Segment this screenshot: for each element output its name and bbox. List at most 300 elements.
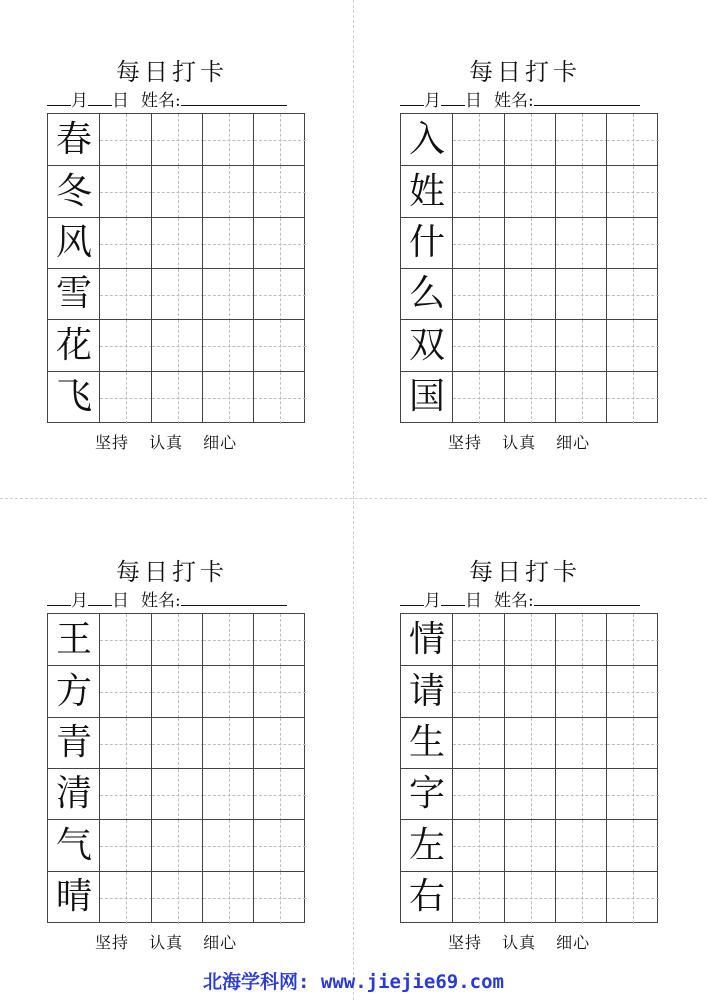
model-character: 生	[408, 722, 445, 764]
guide-line-horizontal	[152, 692, 204, 693]
guide-line-horizontal	[254, 398, 306, 399]
guide-line-horizontal	[607, 244, 659, 245]
day-blank[interactable]	[441, 90, 465, 106]
guide-line-horizontal	[254, 295, 306, 296]
model-char-cell	[401, 165, 453, 217]
practice-cell[interactable]	[99, 768, 151, 820]
guide-line-horizontal	[453, 692, 505, 693]
practice-cell[interactable]	[555, 614, 607, 666]
practice-cell[interactable]	[606, 165, 658, 217]
grid-row	[48, 871, 304, 923]
practice-cell[interactable]	[253, 768, 305, 820]
practice-cell[interactable]	[504, 114, 556, 166]
practice-cell[interactable]	[99, 871, 151, 923]
card-title: 每日打卡	[469, 558, 581, 586]
guide-line-horizontal	[100, 192, 152, 193]
model-char-cell	[401, 319, 453, 371]
guide-line-horizontal	[556, 398, 608, 399]
grid-row	[401, 319, 657, 371]
model-char-cell	[48, 768, 100, 820]
practice-cell[interactable]	[606, 665, 658, 717]
day-blank[interactable]	[88, 90, 112, 106]
day-label: 日	[465, 591, 482, 611]
grid-row	[401, 114, 657, 166]
practice-cell[interactable]	[606, 768, 658, 820]
practice-cell[interactable]	[151, 268, 203, 320]
model-character: 入	[408, 119, 445, 160]
practice-cell[interactable]	[504, 614, 556, 666]
practice-cell[interactable]	[253, 871, 305, 923]
name-blank[interactable]	[181, 590, 287, 606]
guide-line-horizontal	[556, 898, 608, 899]
practice-cell[interactable]	[253, 819, 305, 871]
month-blank[interactable]	[400, 90, 424, 106]
practice-cell[interactable]	[253, 268, 305, 320]
guide-line-horizontal	[556, 192, 608, 193]
guide-line-horizontal	[607, 692, 659, 693]
guide-line-horizontal	[152, 898, 204, 899]
name-label: 姓名:	[494, 591, 534, 611]
practice-cell[interactable]	[555, 665, 607, 717]
practice-cell[interactable]	[253, 717, 305, 769]
practice-cell[interactable]	[151, 768, 203, 820]
grid-row	[48, 819, 304, 871]
practice-cell[interactable]	[202, 614, 254, 666]
practice-cell[interactable]	[151, 665, 203, 717]
guide-line-horizontal	[607, 846, 659, 847]
model-character: 风	[55, 222, 92, 264]
grid-row	[401, 819, 657, 871]
practice-cell[interactable]	[151, 217, 203, 269]
guide-line-horizontal	[100, 692, 152, 693]
grid-row	[48, 768, 304, 820]
guide-line-horizontal	[453, 795, 505, 796]
month-label: 月	[71, 91, 88, 111]
practice-cell[interactable]	[504, 268, 556, 320]
model-character: 左	[408, 824, 445, 866]
date-name-line	[47, 86, 317, 111]
practice-cell[interactable]	[99, 319, 151, 371]
model-char-cell	[401, 268, 453, 320]
model-char-cell	[48, 165, 100, 217]
practice-cell[interactable]	[202, 768, 254, 820]
grid-row	[401, 614, 657, 666]
name-label: 姓名:	[494, 91, 534, 111]
guide-line-horizontal	[607, 192, 659, 193]
guide-line-horizontal	[556, 744, 608, 745]
guide-line-horizontal	[100, 744, 152, 745]
practice-cell[interactable]	[504, 768, 556, 820]
guide-line-horizontal	[100, 398, 152, 399]
model-char-cell	[48, 871, 100, 923]
model-character: 冬	[55, 170, 92, 212]
day-label: 日	[465, 91, 482, 111]
site-footer[interactable]: 北海学科网: www.jiejie69.com	[203, 971, 504, 993]
practice-cell[interactable]	[202, 717, 254, 769]
writing-grid	[400, 113, 658, 423]
practice-card-4	[400, 552, 670, 952]
model-character: 情	[408, 619, 445, 660]
practice-cell[interactable]	[202, 114, 254, 166]
guide-line-horizontal	[100, 640, 152, 641]
guide-line-horizontal	[254, 795, 306, 796]
guide-line-horizontal	[453, 640, 505, 641]
guide-line-horizontal	[152, 744, 204, 745]
practice-cell[interactable]	[504, 319, 556, 371]
guide-line-horizontal	[505, 346, 557, 347]
date-name-line	[400, 586, 670, 611]
guide-line-horizontal	[505, 846, 557, 847]
practice-cell[interactable]	[555, 371, 607, 423]
model-character: 请	[408, 670, 445, 712]
grid-row	[48, 114, 304, 166]
model-character: 方	[55, 670, 92, 712]
grid-row	[401, 768, 657, 820]
month-label: 月	[424, 591, 441, 611]
guide-line-horizontal	[254, 244, 306, 245]
guide-line-horizontal	[556, 692, 608, 693]
model-char-cell	[401, 768, 453, 820]
model-char-cell	[401, 217, 453, 269]
practice-cell[interactable]	[151, 114, 203, 166]
model-char-cell	[401, 371, 453, 423]
practice-cell[interactable]	[504, 717, 556, 769]
practice-cell[interactable]	[606, 217, 658, 269]
model-char-cell	[401, 114, 453, 166]
practice-cell[interactable]	[606, 614, 658, 666]
practice-cell[interactable]	[253, 217, 305, 269]
practice-cell[interactable]	[555, 819, 607, 871]
day-label: 日	[112, 591, 129, 611]
guide-line-horizontal	[607, 795, 659, 796]
guide-line-horizontal	[556, 846, 608, 847]
practice-cell[interactable]	[606, 871, 658, 923]
guide-line-horizontal	[505, 795, 557, 796]
month-label: 月	[424, 91, 441, 111]
guide-line-horizontal	[254, 140, 306, 141]
practice-cell[interactable]	[99, 614, 151, 666]
practice-cell[interactable]	[606, 268, 658, 320]
practice-cell[interactable]	[555, 268, 607, 320]
practice-cell[interactable]	[253, 165, 305, 217]
grid-row	[48, 165, 304, 217]
practice-cell[interactable]	[555, 165, 607, 217]
name-blank[interactable]	[181, 90, 287, 106]
guide-line-horizontal	[203, 346, 255, 347]
practice-cell[interactable]	[99, 717, 151, 769]
practice-cell[interactable]	[253, 319, 305, 371]
practice-cell[interactable]	[151, 371, 203, 423]
model-character: 什	[408, 222, 445, 264]
model-character: 双	[408, 324, 445, 366]
guide-line-horizontal	[203, 640, 255, 641]
model-character: 字	[408, 773, 445, 815]
model-character: 花	[55, 324, 92, 366]
grid-row	[48, 614, 304, 666]
practice-cell[interactable]	[504, 871, 556, 923]
guide-line-horizontal	[203, 846, 255, 847]
guide-line-horizontal	[254, 192, 306, 193]
guide-line-horizontal	[505, 640, 557, 641]
practice-cell[interactable]	[606, 319, 658, 371]
practice-cell[interactable]	[99, 165, 151, 217]
writing-grid	[400, 613, 658, 923]
model-character: 姓	[408, 170, 445, 212]
grid-row	[48, 268, 304, 320]
guide-line-horizontal	[100, 795, 152, 796]
model-char-cell	[48, 371, 100, 423]
practice-cell[interactable]	[452, 371, 504, 423]
practice-cell[interactable]	[452, 614, 504, 666]
guide-line-horizontal	[453, 192, 505, 193]
practice-cell[interactable]	[202, 871, 254, 923]
name-blank[interactable]	[534, 590, 640, 606]
practice-cell[interactable]	[99, 217, 151, 269]
practice-cell[interactable]	[202, 371, 254, 423]
guide-line-horizontal	[453, 295, 505, 296]
guide-line-horizontal	[152, 244, 204, 245]
name-label: 姓名:	[141, 591, 181, 611]
practice-cell[interactable]	[555, 768, 607, 820]
model-character: 青	[55, 722, 92, 764]
grid-row	[401, 371, 657, 423]
guide-line-horizontal	[152, 192, 204, 193]
practice-cell[interactable]	[452, 165, 504, 217]
practice-cell[interactable]	[452, 319, 504, 371]
practice-cell[interactable]	[253, 614, 305, 666]
practice-cell[interactable]	[606, 717, 658, 769]
guide-line-horizontal	[152, 140, 204, 141]
guide-line-horizontal	[100, 140, 152, 141]
guide-line-horizontal	[453, 346, 505, 347]
practice-cell[interactable]	[606, 114, 658, 166]
grid-row	[48, 665, 304, 717]
practice-cell[interactable]	[452, 717, 504, 769]
practice-cell[interactable]	[555, 871, 607, 923]
grid-row	[48, 717, 304, 769]
card-motto: 坚持 认真 细心	[448, 433, 591, 452]
model-char-cell	[48, 614, 100, 666]
practice-cell[interactable]	[99, 665, 151, 717]
grid-row	[401, 165, 657, 217]
guide-line-horizontal	[505, 898, 557, 899]
guide-line-horizontal	[607, 744, 659, 745]
grid-row	[48, 371, 304, 423]
horizontal-cut-line	[0, 498, 707, 499]
grid-row	[401, 268, 657, 320]
practice-cell[interactable]	[99, 371, 151, 423]
guide-line-horizontal	[152, 795, 204, 796]
practice-cell[interactable]	[504, 217, 556, 269]
month-blank[interactable]	[47, 90, 71, 106]
guide-line-horizontal	[556, 140, 608, 141]
practice-cell[interactable]	[504, 665, 556, 717]
guide-line-horizontal	[556, 640, 608, 641]
practice-cell[interactable]	[99, 268, 151, 320]
guide-line-horizontal	[505, 192, 557, 193]
guide-line-horizontal	[453, 140, 505, 141]
guide-line-horizontal	[203, 898, 255, 899]
model-char-cell	[48, 717, 100, 769]
practice-cell[interactable]	[504, 819, 556, 871]
guide-line-horizontal	[100, 846, 152, 847]
guide-line-horizontal	[203, 244, 255, 245]
model-character: 晴	[55, 876, 92, 917]
model-character: 飞	[55, 376, 92, 417]
card-motto: 坚持 认真 细心	[95, 433, 238, 452]
practice-cell[interactable]	[151, 871, 203, 923]
guide-line-horizontal	[100, 898, 152, 899]
model-char-cell	[401, 717, 453, 769]
guide-line-horizontal	[254, 692, 306, 693]
writing-grid	[47, 113, 305, 423]
guide-line-horizontal	[152, 640, 204, 641]
model-char-cell	[48, 319, 100, 371]
guide-line-horizontal	[203, 398, 255, 399]
card-title: 每日打卡	[469, 58, 581, 86]
practice-cell[interactable]	[452, 871, 504, 923]
guide-line-horizontal	[505, 398, 557, 399]
practice-cell[interactable]	[151, 165, 203, 217]
guide-line-horizontal	[505, 692, 557, 693]
month-blank[interactable]	[400, 590, 424, 606]
practice-cell[interactable]	[253, 371, 305, 423]
guide-line-horizontal	[100, 244, 152, 245]
guide-line-horizontal	[152, 398, 204, 399]
guide-line-horizontal	[152, 346, 204, 347]
grid-row	[48, 217, 304, 269]
guide-line-horizontal	[453, 898, 505, 899]
guide-line-horizontal	[203, 192, 255, 193]
guide-line-horizontal	[453, 398, 505, 399]
grid-row	[401, 871, 657, 923]
practice-cell[interactable]	[151, 614, 203, 666]
practice-cell[interactable]	[452, 819, 504, 871]
practice-cell[interactable]	[99, 819, 151, 871]
name-blank[interactable]	[534, 90, 640, 106]
card-title: 每日打卡	[116, 558, 228, 586]
guide-line-horizontal	[607, 346, 659, 347]
guide-line-horizontal	[505, 295, 557, 296]
guide-line-horizontal	[100, 295, 152, 296]
model-char-cell	[401, 819, 453, 871]
card-motto: 坚持 认真 细心	[95, 933, 238, 952]
guide-line-horizontal	[607, 140, 659, 141]
practice-cell[interactable]	[151, 319, 203, 371]
grid-row	[48, 319, 304, 371]
guide-line-horizontal	[453, 244, 505, 245]
practice-cell[interactable]	[202, 217, 254, 269]
guide-line-horizontal	[100, 346, 152, 347]
guide-line-horizontal	[607, 898, 659, 899]
guide-line-horizontal	[556, 295, 608, 296]
practice-cell[interactable]	[253, 665, 305, 717]
practice-cell[interactable]	[151, 717, 203, 769]
model-character: 国	[408, 376, 445, 417]
day-blank[interactable]	[88, 590, 112, 606]
practice-cell[interactable]	[555, 717, 607, 769]
guide-line-horizontal	[505, 140, 557, 141]
practice-card-3	[47, 552, 317, 952]
model-char-cell	[48, 217, 100, 269]
day-blank[interactable]	[441, 590, 465, 606]
guide-line-horizontal	[556, 346, 608, 347]
practice-cell[interactable]	[99, 114, 151, 166]
guide-line-horizontal	[254, 744, 306, 745]
guide-line-horizontal	[453, 744, 505, 745]
model-char-cell	[401, 614, 453, 666]
guide-line-horizontal	[254, 898, 306, 899]
practice-cell[interactable]	[452, 665, 504, 717]
practice-cell[interactable]	[555, 217, 607, 269]
date-name-line	[47, 586, 317, 611]
model-char-cell	[48, 114, 100, 166]
name-label: 姓名:	[141, 91, 181, 111]
practice-cell[interactable]	[151, 819, 203, 871]
practice-cell[interactable]	[452, 114, 504, 166]
guide-line-horizontal	[203, 295, 255, 296]
month-label: 月	[71, 591, 88, 611]
model-character: 雪	[55, 273, 92, 315]
model-character: 右	[408, 876, 445, 917]
model-character: 气	[55, 824, 92, 866]
guide-line-horizontal	[556, 795, 608, 796]
guide-line-horizontal	[607, 640, 659, 641]
guide-line-horizontal	[152, 295, 204, 296]
practice-cell[interactable]	[202, 665, 254, 717]
practice-cell[interactable]	[202, 319, 254, 371]
practice-card-1	[47, 52, 317, 452]
practice-cell[interactable]	[202, 819, 254, 871]
guide-line-horizontal	[453, 846, 505, 847]
writing-grid	[47, 613, 305, 923]
guide-line-horizontal	[254, 640, 306, 641]
model-char-cell	[48, 819, 100, 871]
model-char-cell	[48, 268, 100, 320]
guide-line-horizontal	[203, 140, 255, 141]
day-label: 日	[112, 91, 129, 111]
grid-row	[401, 217, 657, 269]
card-motto: 坚持 认真 细心	[448, 933, 591, 952]
practice-cell[interactable]	[606, 371, 658, 423]
practice-cell[interactable]	[452, 268, 504, 320]
practice-cell[interactable]	[253, 114, 305, 166]
practice-cell[interactable]	[555, 114, 607, 166]
guide-line-horizontal	[607, 295, 659, 296]
guide-line-horizontal	[556, 244, 608, 245]
practice-cell[interactable]	[452, 768, 504, 820]
guide-line-horizontal	[254, 846, 306, 847]
guide-line-horizontal	[607, 398, 659, 399]
card-title: 每日打卡	[116, 58, 228, 86]
model-char-cell	[401, 871, 453, 923]
practice-cell[interactable]	[202, 165, 254, 217]
practice-cell[interactable]	[452, 217, 504, 269]
guide-line-horizontal	[254, 346, 306, 347]
model-character: 王	[55, 619, 92, 660]
guide-line-horizontal	[203, 744, 255, 745]
practice-cell[interactable]	[606, 819, 658, 871]
month-blank[interactable]	[47, 590, 71, 606]
model-character: 春	[55, 119, 92, 160]
practice-cell[interactable]	[202, 268, 254, 320]
practice-cell[interactable]	[504, 371, 556, 423]
model-char-cell	[48, 665, 100, 717]
model-character: 清	[55, 773, 92, 815]
practice-cell[interactable]	[555, 319, 607, 371]
guide-line-horizontal	[505, 744, 557, 745]
practice-cell[interactable]	[504, 165, 556, 217]
